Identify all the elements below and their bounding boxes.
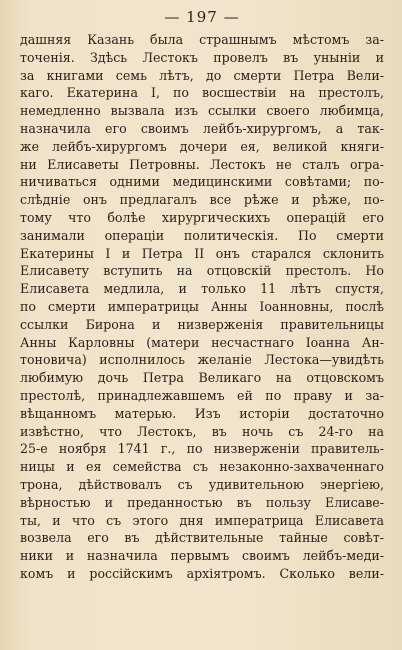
text-line-15: Елисавета медлила, и только 11 лѣтъ спустя, bbox=[20, 281, 384, 297]
text-line-27: вѣрностью и преданностью въ пользу Елисаве- bbox=[20, 494, 384, 510]
text-line-2: точенія. Здѣсь Лестокъ провелъ въ уныніи и bbox=[20, 49, 384, 65]
text-line-9: ничиваться одними медицинскими совѣтами; по- bbox=[20, 174, 384, 190]
text-line-29: возвела его въ дѣйствительные тайные совѣт- bbox=[20, 530, 384, 546]
text-line-4: каго. Екатерина I, по восшествіи на престолъ, bbox=[20, 85, 384, 101]
page-number: — 197 — bbox=[164, 8, 240, 26]
text-line-13: Екатерины I и Петра II онъ старался склонить bbox=[20, 245, 384, 261]
text-line-20: любимую дочь Петра Великаго на отцовскомъ bbox=[20, 370, 384, 386]
text-line-10: слѣдніе онъ предлагалъ все рѣже и рѣже, по- bbox=[20, 192, 384, 208]
text-line-7: же лейбъ-хирургомъ дочери ея, великой княги- bbox=[20, 138, 384, 154]
text-line-12: занимали операціи политическія. По смерти bbox=[20, 227, 384, 243]
text-line-16: по смерти императрицы Анны Іоанновны, послѣ bbox=[20, 298, 384, 314]
body-text bbox=[20, 31, 384, 583]
text-line-5: немедленно вызвала изъ ссылки своего любимца, bbox=[20, 103, 384, 119]
text-line-26: трона, дѣйствовалъ съ удивительною энергіею, bbox=[20, 476, 384, 492]
text-line-18: Анны Карловны (матери несчастнаго Іоанна Ан- bbox=[20, 334, 384, 350]
text-line-31: комъ и россійскимъ архіятромъ. Сколько вели- bbox=[20, 565, 384, 581]
text-line-1: дашняя Казань была страшнымъ мѣстомъ за- bbox=[20, 32, 384, 47]
text-line-14: Елисавету вступить на отцовскій престолъ. Но bbox=[20, 263, 384, 279]
text-line-6: назначила его своимъ лейбъ-хирургомъ, а так- bbox=[20, 120, 384, 136]
text-line-24: 25-е ноября 1741 г., по низверженіи правитель- bbox=[20, 441, 384, 457]
text-line-23: извѣстно, что Лестокъ, въ ночь съ 24-го на bbox=[20, 423, 384, 439]
text-line-17: ссылки Бирона и низверженія правительницы bbox=[20, 316, 384, 332]
text-line-11: тому что болѣе хирургическихъ операцій его bbox=[20, 209, 384, 225]
text-line-30: ники и назначила первымъ своимъ лейбъ-меди- bbox=[20, 548, 384, 564]
text-line-8: ни Елисаветы Петровны. Лестокъ не сталъ огра- bbox=[20, 156, 384, 172]
text-line-19: тоновича) исполнилось желаніе Лестока—увидѣть bbox=[20, 352, 384, 368]
text-line-25: ницы и ея семейства съ незаконно-захваченнаго bbox=[20, 459, 384, 475]
text-line-21: престолѣ, принадлежавшемъ ей по праву и за- bbox=[20, 387, 384, 403]
text-line-3: за книгами семь лѣтъ, до смерти Петра Вели- bbox=[20, 67, 384, 83]
text-line-28: ты, и что съ этого дня императрица Елисавета bbox=[20, 512, 384, 528]
text-line-22: вѣщанномъ матерью. Изъ исторіи достаточно bbox=[20, 405, 384, 421]
